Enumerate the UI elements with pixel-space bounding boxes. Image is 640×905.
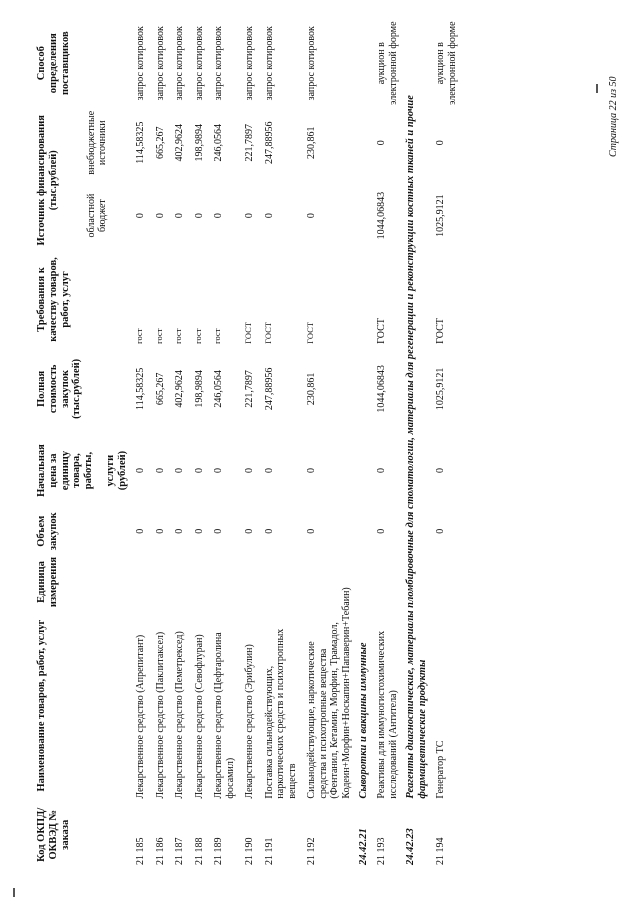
header-code: Код ОКПД/ ОКВЭД № заказа — [36, 807, 71, 862]
rows-group-a — [130, 19, 355, 869]
cell-okpd: 21 — [435, 855, 447, 865]
cell-name: Сильнодействующие, наркотические средства и психотропные вещества (Фентанил, Кетамин, Морфин, Трамадол, Кодеин+Морфин+Носкапин+Папаверин+Тебаин) — [306, 587, 352, 799]
cell-price: 0 — [435, 468, 447, 474]
cell-order-number: 187 — [174, 837, 186, 853]
cell-code — [208, 801, 239, 869]
cell-method: запрос котировок — [135, 26, 147, 101]
header-unit-price-main: Начальная цена за единицу товара, работы, — [36, 444, 94, 497]
cell-extra: 247,88956 — [263, 121, 275, 164]
header-total: Полная стоимость закупок (тыс.рублей) — [36, 358, 83, 419]
cell-unit — [208, 553, 239, 610]
cell-code — [150, 801, 170, 869]
table-row — [150, 19, 170, 869]
cell-quality: гост — [173, 328, 184, 344]
cell-unit — [239, 553, 259, 610]
header-volume: Объем закупок — [36, 512, 59, 551]
cell-regional: 1044,06843 — [376, 191, 388, 240]
cell-volume: 0 — [174, 528, 186, 534]
cell-price: 0 — [174, 468, 186, 474]
cell-price: 0 — [376, 468, 388, 474]
cell-total: 221,7897 — [244, 370, 256, 408]
cell-order-number: 185 — [135, 837, 147, 853]
cell-code — [239, 801, 259, 869]
cell-total: 402,9624 — [174, 370, 186, 408]
cell-unit — [169, 553, 189, 610]
cell-total: 114,58325 — [135, 367, 147, 410]
cell-code — [301, 801, 355, 869]
cell-okpd: 21 — [174, 855, 186, 865]
header-method: Способ определения поставщиков — [36, 31, 71, 96]
cell-extra: 221,7897 — [244, 123, 256, 162]
cell-code — [130, 801, 150, 869]
cell-code — [371, 801, 402, 869]
cell-name: Лекарственное средство (Апрепитант) — [135, 634, 147, 799]
table-row — [371, 19, 402, 869]
header-financing-regional: областной бюджет — [85, 193, 109, 238]
section-title: Сыворотки и вакцины иммунные — [358, 642, 370, 799]
cell-total: 198,9894 — [193, 370, 205, 408]
cell-quality: ГОСТ — [262, 322, 273, 344]
table-row — [189, 19, 209, 869]
cell-unit — [189, 553, 209, 610]
cell-extra: 114,58325 — [135, 121, 147, 164]
cell-order-number: 192 — [306, 837, 318, 853]
cell-quality: гост — [153, 328, 164, 344]
cell-method: запрос котировок — [263, 26, 275, 101]
table-row — [208, 19, 239, 869]
cell-okpd: 21 — [135, 855, 147, 865]
procurement-table — [32, 19, 461, 869]
cell-order-number: 186 — [154, 837, 166, 853]
section-code: 24.42.21 — [358, 828, 370, 865]
cell-total: 1025,9121 — [435, 367, 447, 411]
cell-name: Лекарственное средство (Пеметрексед) — [174, 631, 186, 799]
cell-code — [259, 801, 302, 869]
cell-regional: 0 — [174, 213, 186, 219]
cell-unit — [130, 553, 150, 610]
cell-regional: 0 — [193, 213, 205, 219]
cell-name: Лекарственное средство (Эрибулин) — [244, 644, 256, 799]
header-row — [32, 19, 83, 869]
section-code: 24.42.23 — [405, 828, 417, 865]
cell-order-number: 194 — [435, 837, 447, 853]
cell-name: Генератор ТС — [435, 740, 447, 799]
cell-order-number: 189 — [213, 837, 225, 853]
header-unit-price — [32, 432, 130, 509]
page-number: Страница 22 из 50 — [608, 76, 619, 157]
cell-method: запрос котировок — [154, 26, 166, 101]
table-row — [239, 19, 259, 869]
cell-price: 0 — [154, 468, 166, 474]
cell-total: 665,267 — [154, 372, 166, 406]
table-row — [169, 19, 189, 869]
cell-total: 230,861 — [306, 372, 318, 406]
table-row — [301, 19, 355, 869]
cell-extra: 0 — [376, 140, 388, 146]
cell-volume: 0 — [193, 528, 205, 534]
cell-okpd: 21 — [263, 855, 275, 865]
cell-code — [189, 801, 209, 869]
cell-regional: 0 — [135, 213, 147, 219]
rows-group-b — [355, 19, 461, 869]
cell-quality: ГОСТ — [435, 318, 447, 344]
cell-name: Реактивы для иммуногистохимических исследований (Антитела) — [376, 630, 399, 799]
cell-method: запрос котировок — [174, 26, 186, 101]
cell-price: 0 — [263, 468, 275, 474]
cell-method: запрос котировок — [306, 26, 318, 101]
cell-quality: ГОСТ — [376, 318, 388, 344]
cell-total: 246,0564 — [213, 370, 225, 408]
cell-unit — [430, 553, 461, 610]
cell-method: запрос котировок — [213, 26, 225, 101]
cell-volume: 0 — [244, 528, 256, 534]
cell-name: Лекарственное средство (Паклитаксел) — [154, 631, 166, 799]
header-financing: Источник финансирования (тыс.рублей) — [36, 115, 59, 246]
cell-regional: 0 — [244, 213, 256, 219]
cell-extra: 246,0564 — [213, 123, 225, 162]
cell-unit — [259, 553, 302, 610]
section-title: Реагенты диагностические, материалы пломбировочные для стоматологии, материалы для регенерации и реконструкции костных тканей и прочие фармацевтические продукты — [405, 95, 429, 799]
cell-price: 0 — [193, 468, 205, 474]
cell-method: запрос котировок — [193, 26, 205, 101]
cell-method: аукцион в электронной форме — [376, 21, 399, 105]
section-row — [355, 19, 371, 869]
cell-name: Лекарственное средство (Цефтаролина фосамил) — [213, 632, 236, 799]
cell-price: 0 — [306, 468, 318, 474]
cell-extra: 230,861 — [306, 126, 318, 159]
cell-extra: 402,9624 — [174, 123, 186, 162]
cell-extra: 0 — [435, 140, 447, 146]
header-financing-extra: внебюджетные источники — [85, 110, 109, 175]
cell-quality: гост — [212, 328, 223, 344]
cell-volume: 0 — [263, 528, 275, 534]
cell-order-number: 193 — [376, 837, 388, 853]
cell-okpd: 21 — [213, 855, 225, 865]
cell-price: 0 — [135, 468, 147, 474]
cell-regional: 0 — [263, 213, 275, 219]
cell-extra: 665,267 — [154, 126, 166, 159]
cell-extra: 198,9894 — [193, 123, 205, 162]
cell-unit — [371, 553, 402, 610]
cell-regional: 0 — [306, 213, 318, 219]
table-row — [430, 19, 461, 869]
table-row — [259, 19, 302, 869]
cell-okpd: 21 — [306, 855, 318, 865]
cell-total: 247,88956 — [263, 367, 275, 411]
cell-regional: 0 — [213, 213, 225, 219]
cell-order-number: 188 — [193, 837, 205, 853]
cell-okpd: 21 — [154, 855, 166, 865]
cell-quality: гост — [134, 328, 145, 344]
cell-regional: 0 — [154, 213, 166, 219]
cell-volume: 0 — [435, 528, 447, 534]
cell-regional: 1025,9121 — [435, 194, 447, 237]
header-name: Наименование товаров, работ, услуг — [36, 619, 47, 792]
cell-code — [169, 801, 189, 869]
cell-method: аукцион в электронной форме — [435, 21, 458, 105]
cell-price: 0 — [244, 468, 256, 474]
cell-total: 1044,06843 — [376, 365, 388, 413]
cell-method: запрос котировок — [244, 26, 256, 101]
cell-order-number: 190 — [244, 837, 256, 853]
header-unit-price-tail: услуги (рублей) — [104, 450, 128, 491]
cell-order-number: 191 — [263, 837, 275, 853]
cell-code — [430, 801, 461, 869]
cell-name: Лекарственное средство (Севофлуран) — [193, 634, 205, 799]
cell-quality: гост — [192, 328, 203, 344]
cell-unit — [150, 553, 170, 610]
cell-okpd: 21 — [193, 855, 205, 865]
cell-quality: ГОСТ — [243, 322, 254, 344]
header-unit: Единица измерения — [36, 556, 59, 608]
cell-price: 0 — [213, 468, 225, 474]
cell-volume: 0 — [213, 528, 225, 534]
cell-quality: ГОСТ — [305, 322, 316, 344]
cell-name: Поставка сильнодействующих, наркотических средств и психотропных веществ — [263, 628, 298, 799]
cell-volume: 0 — [376, 528, 388, 534]
cell-okpd: 21 — [244, 855, 256, 865]
cell-volume: 0 — [135, 528, 147, 534]
table-row — [130, 19, 150, 869]
section-row — [402, 19, 430, 869]
cell-okpd: 21 — [376, 855, 388, 865]
cell-volume: 0 — [154, 528, 166, 534]
header-quality: Требования к качеству товаров, работ, услуг — [36, 257, 71, 342]
cell-volume: 0 — [306, 528, 318, 534]
